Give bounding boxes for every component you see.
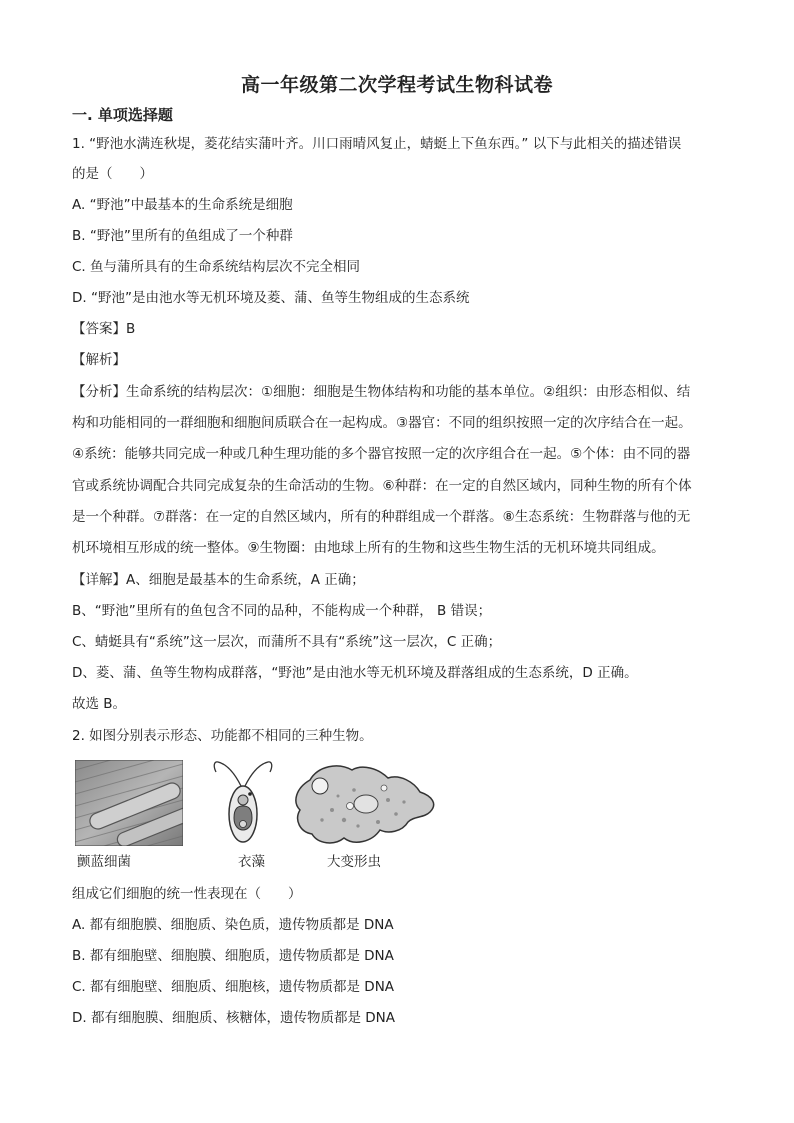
q1-analysis-line: 官或系统协调配合共同完成复杂的生命活动的生物。⑥种群：在一定的自然区域内，同种生物的所有个体 (72, 478, 692, 494)
q1-option-a: A. “野池”中最基本的生命系统是细胞 (72, 197, 293, 213)
figure-caption-amoeba: 大变形虫 (327, 854, 381, 870)
q1-analysis-line: 【分析】生命系统的结构层次：①细胞：细胞是生物体结构和功能的基本单位。②组织：由形态相似、结 (72, 384, 691, 400)
section-heading: 一. 单项选择题 (72, 106, 173, 124)
cyanobacteria-micrograph-image (75, 760, 183, 846)
q1-analysis-line: 构和功能相同的一群细胞和细胞间质联合在一起构成。③器官：不同的组织按照一定的次序结合在一起。 (72, 415, 692, 431)
q1-analysis-line: 是一个种群。⑦群落：在一定的自然区域内，所有的种群组成一个群落。⑧生态系统：生物群落与他的无 (72, 509, 691, 525)
q1-detail-line: C、蜻蜓具有“系统”这一层次，而蒲所不具有“系统”这一层次，C 正确； (72, 634, 502, 650)
q1-analysis-line: 机环境相互形成的统一整体。⑨生物圈：由地球上所有的生物和这些生物生活的无机环境共同组成。 (72, 540, 665, 556)
q2-option-a: A. 都有细胞膜、细胞质、染色质，遗传物质都是 DNA (72, 917, 394, 933)
q1-detail-line: B、“野池”里所有的鱼包含不同的品种，不能构成一个种群， B 错误； (72, 603, 492, 619)
q2-question: 组成它们细胞的统一性表现在（ ） (72, 886, 302, 902)
amoeba-drawing-image (292, 760, 438, 852)
q1-analysis-heading: 【解析】 (72, 352, 126, 368)
q1-detail-line: 故选 B。 (72, 696, 127, 712)
page-title: 高一年级第二次学程考试生物科试卷 (240, 74, 553, 96)
q2-stem: 2. 如图分别表示形态、功能都不相同的三种生物。 (72, 728, 373, 744)
q1-answer: 【答案】B (72, 321, 136, 337)
q1-detail-line: 【详解】A、细胞是最基本的生命系统，A 正确； (72, 572, 365, 588)
q1-analysis-line: ④系统：能够共同完成一种或几种生理功能的多个器官按照一定的次序组合在一起。⑤个体：由不同的器 (72, 446, 691, 462)
q1-option-d: D. “野池”是由池水等无机环境及菱、蒲、鱼等生物组成的生态系统 (72, 290, 470, 306)
q2-option-b: B. 都有细胞壁、细胞膜、细胞质，遗传物质都是 DNA (72, 948, 394, 964)
q1-stem-line2: 的是（ ） (72, 166, 153, 182)
chlamydomonas-drawing-image (208, 760, 278, 850)
figure-caption-chlamydomonas: 衣藻 (238, 854, 265, 870)
q1-stem-line1: 1. “野池水满连秋堤，菱花结实蒲叶齐。川口雨晴风复止，蜻蜓上下鱼东西。” 以下与此相关的描述错误 (72, 136, 682, 152)
q1-detail-line: D、菱、蒲、鱼等生物构成群落，“野池”是由池水等无机环境及群落组成的生态系统，D 正确。 (72, 665, 638, 681)
q2-option-d: D. 都有细胞膜、细胞质、核糖体，遗传物质都是 DNA (72, 1010, 395, 1026)
q1-option-b: B. “野池”里所有的鱼组成了一个种群 (72, 228, 293, 244)
q1-option-c: C. 鱼与蒲所具有的生命系统结构层次不完全相同 (72, 259, 361, 275)
q2-option-c: C. 都有细胞壁、细胞质、细胞核，遗传物质都是 DNA (72, 979, 395, 995)
figure-caption-cyanobacteria: 颤蓝细菌 (77, 854, 131, 870)
